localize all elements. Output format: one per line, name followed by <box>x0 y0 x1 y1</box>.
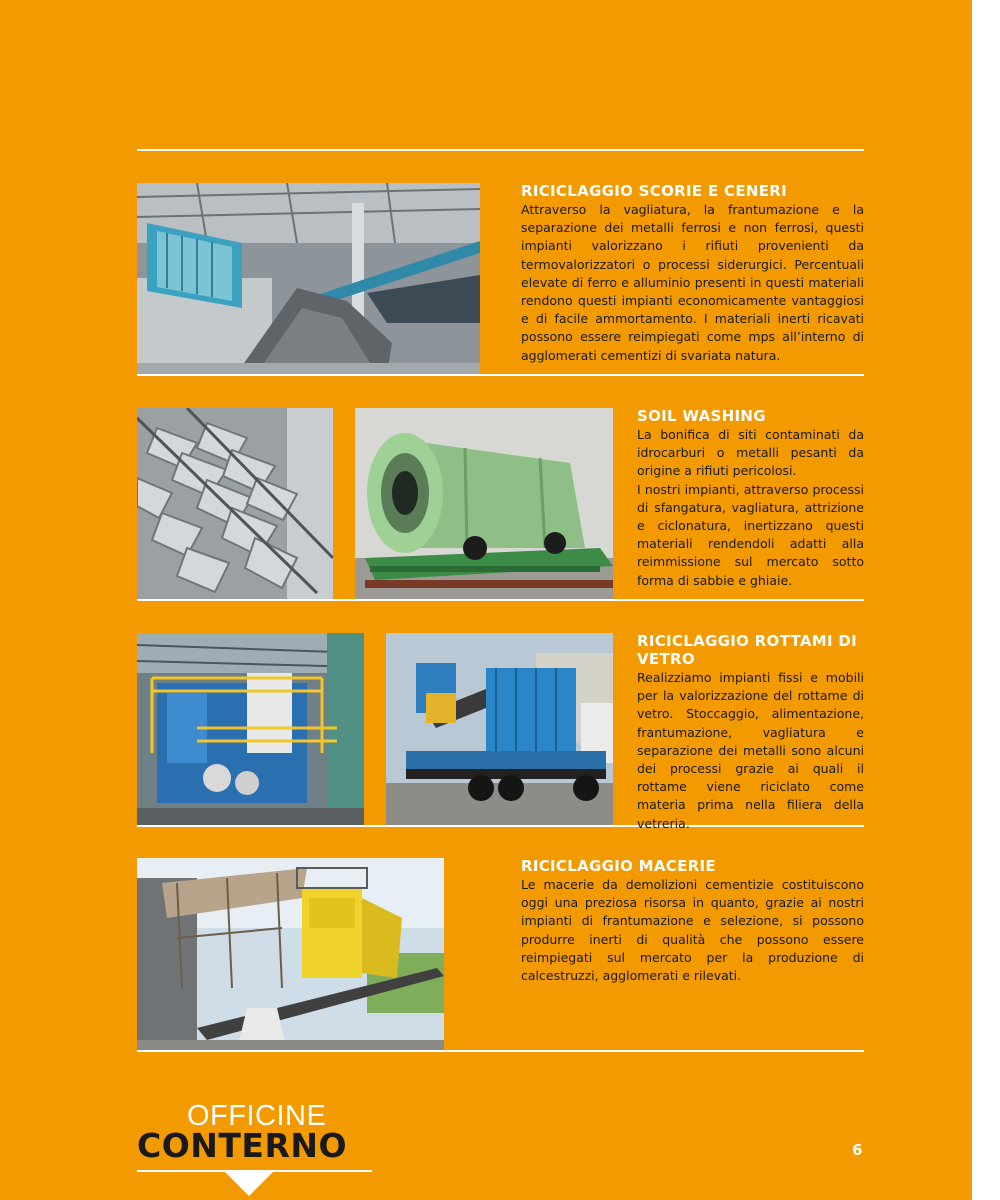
rotating-drum-photo <box>355 408 613 599</box>
attrition-cells-photo <box>137 408 333 599</box>
rubble-plant-photo <box>137 858 444 1050</box>
section-body: Realizziamo impianti fissi e mobili per la valorizzazione del rottame di vetro. Stoccaggio, alimentazione, frantumazione, vagliatura e separazione dei metalli sono alcuni dei processi grazie ai quali il rottame viene riciclato come materia prima nella filiera della vetreria. <box>637 670 864 831</box>
section-title: RICICLAGGIO MACERIE <box>521 857 716 875</box>
section-title: RICICLAGGIO ROTTAMI DI VETRO <box>637 632 857 668</box>
logo-conterno-text: CONTERNO <box>137 1126 348 1165</box>
section-glass-text <box>637 632 864 833</box>
section-body: La bonifica di siti contaminati da idrocarburi o metalli pesanti da origine a rifiuti pericolosi. <box>637 427 864 479</box>
slag-plant-photo <box>137 183 480 374</box>
divider <box>137 599 864 601</box>
logo-triangle-icon <box>225 1172 273 1196</box>
section-title: SOIL WASHING <box>637 407 766 425</box>
officine-conterno-logo <box>137 1100 372 1196</box>
divider <box>137 1050 864 1052</box>
section-soil-text <box>637 407 864 590</box>
section-slag-text <box>521 182 864 365</box>
divider <box>137 374 864 376</box>
section-title: RICICLAGGIO SCORIE E CENERI <box>521 182 787 200</box>
section-body: Le macerie da demolizioni cementizie costituiscono oggi una preziosa risorsa in quanto, grazie ai nostri impianti di frantumazione e selezione, si possono produrre inerti di qualità che possono essere reimpiegati sul mercato per la produzione di calcestruzzi, agglomerati e rilevati. <box>521 877 864 984</box>
section-rubble-text <box>521 857 864 985</box>
mobile-plant-truck-photo <box>386 633 613 825</box>
glass-plant-photo <box>137 633 364 825</box>
page-number: 6 <box>852 1141 863 1159</box>
section-body: Attraverso la vagliatura, la frantumazione e la separazione dei metalli ferrosi e non ferrosi, questi impianti valorizzano i rifiuti provenienti da termovalorizzatori o processi siderurgici. Percentuali elevate di ferro e alluminio presenti in questi materiali rendono questi impianti economicamente vantaggiosi e di facile ammortamento. I materiali inerti ricavati possono essere reimpiegati come mps all’interno di agglomerati cementizi di svariata natura. <box>521 202 864 363</box>
section-body-2: I nostri impianti, attraverso processi di sfangatura, vagliatura, attrizione e ciclonatura, inertizzano questi materiali rendendoli adatti alla reimmissione sul mercato sotto forma di sabbie e ghiaie. <box>637 481 864 588</box>
divider <box>137 149 864 151</box>
logo-officine-text: OFFICINE <box>187 1100 327 1132</box>
